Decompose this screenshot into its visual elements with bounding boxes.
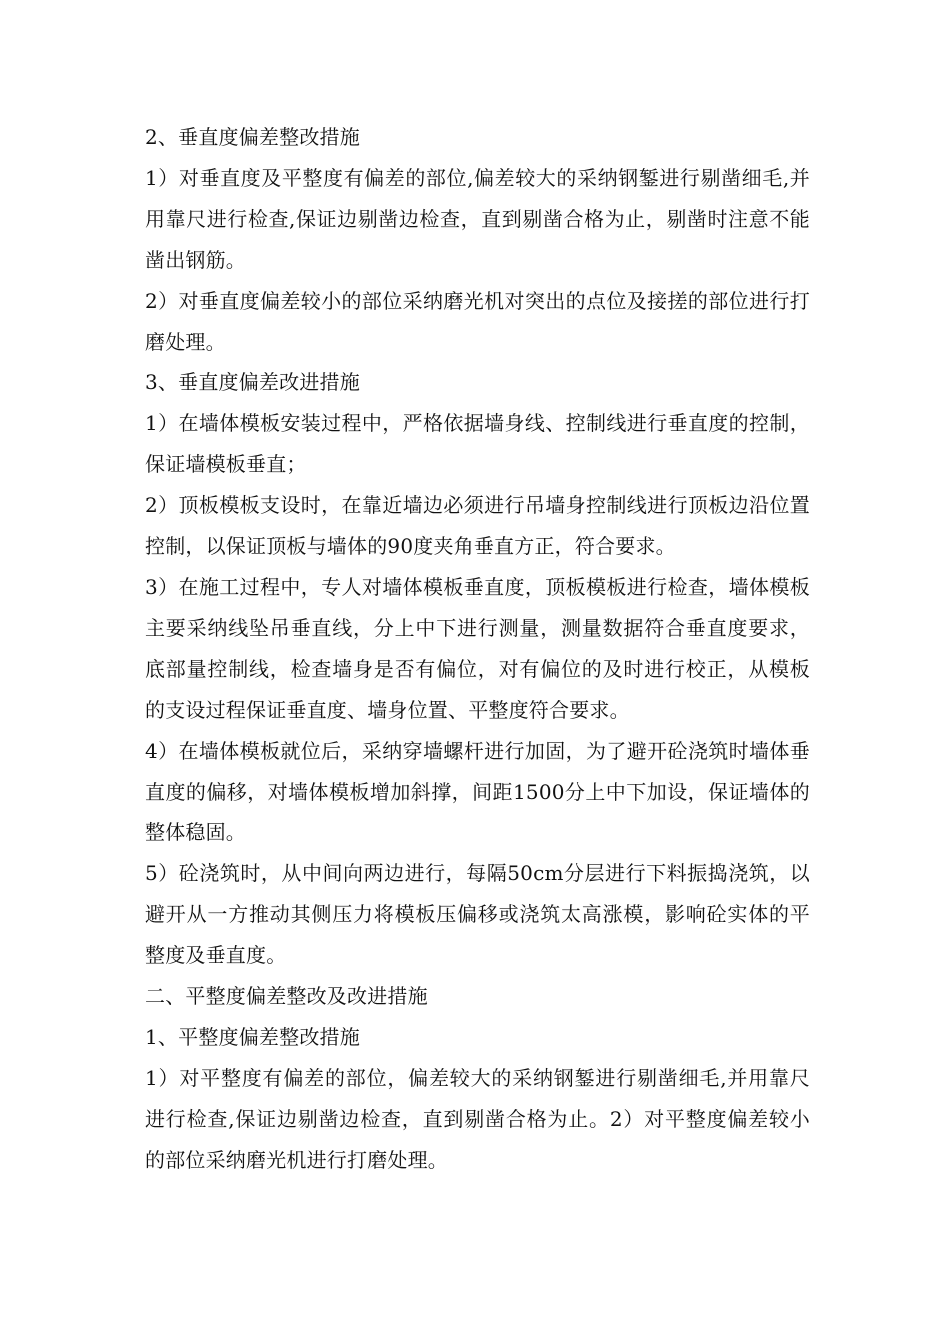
paragraph: 2）顶板模板支设时，在靠近墙边必须进行吊墙身控制线进行顶板边沿位置控制，以保证顶板与墙体的90度夹角垂直方正，符合要求。	[145, 493, 810, 559]
paragraph: 2）对垂直度偏差较小的部位采纳磨光机对突出的点位及接搓的部位进行打磨处理。	[145, 288, 810, 354]
paragraph: 1）对平整度有偏差的部位，偏差较大的采纳钢錾进行剔凿细毛,并用靠尺进行检查,保证边剔凿边检查，直到剔凿合格为止。2）对平整度偏差较小的部位采纳磨光机进行打磨处理。	[145, 1065, 810, 1172]
paragraph: 1）对垂直度及平整度有偏差的部位,偏差较大的采纳钢錾进行剔凿细毛,并用靠尺进行检查,保证边剔凿边检查，直到剔凿合格为止，剔凿时注意不能凿出钢筋。	[145, 165, 810, 272]
section-heading-vertical-rectification: 2、垂直度偏差整改措施	[145, 125, 360, 149]
paragraph: 5）砼浇筑时，从中间向两边进行，每隔50cm分层进行下料振捣浇筑，以避开从一方推动其侧压力将模板压偏移或浇筑太高涨模，影响砼实体的平整度及垂直度。	[145, 861, 810, 968]
paragraph: 3）在施工过程中，专人对墙体模板垂直度，顶板模板进行检查，墙体模板主要采纳线坠吊垂直线，分上中下进行测量，测量数据符合垂直度要求，底部量控制线，检查墙身是否有偏位，对有偏位的及时进行校正，从模板的支设过程保证垂直度、墙身位置、平整度符合要求。	[145, 574, 810, 722]
document-body	[145, 117, 810, 1181]
paragraph: 1）在墙体模板安装过程中，严格依据墙身线、控制线进行垂直度的控制，保证墙模板垂直；	[145, 411, 810, 477]
paragraph: 4）在墙体模板就位后，采纳穿墙螺杆进行加固，为了避开砼浇筑时墙体垂直度的偏移，对墙体模板增加斜撑，间距1500分上中下加设，保证墙体的整体稳固。	[145, 738, 810, 845]
chapter-heading-flatness: 二、平整度偏差整改及改进措施	[145, 984, 428, 1009]
section-heading-flatness-rectification: 1、平整度偏差整改措施	[145, 1024, 360, 1049]
section-heading-vertical-improvement: 3、垂直度偏差改进措施	[145, 370, 360, 395]
